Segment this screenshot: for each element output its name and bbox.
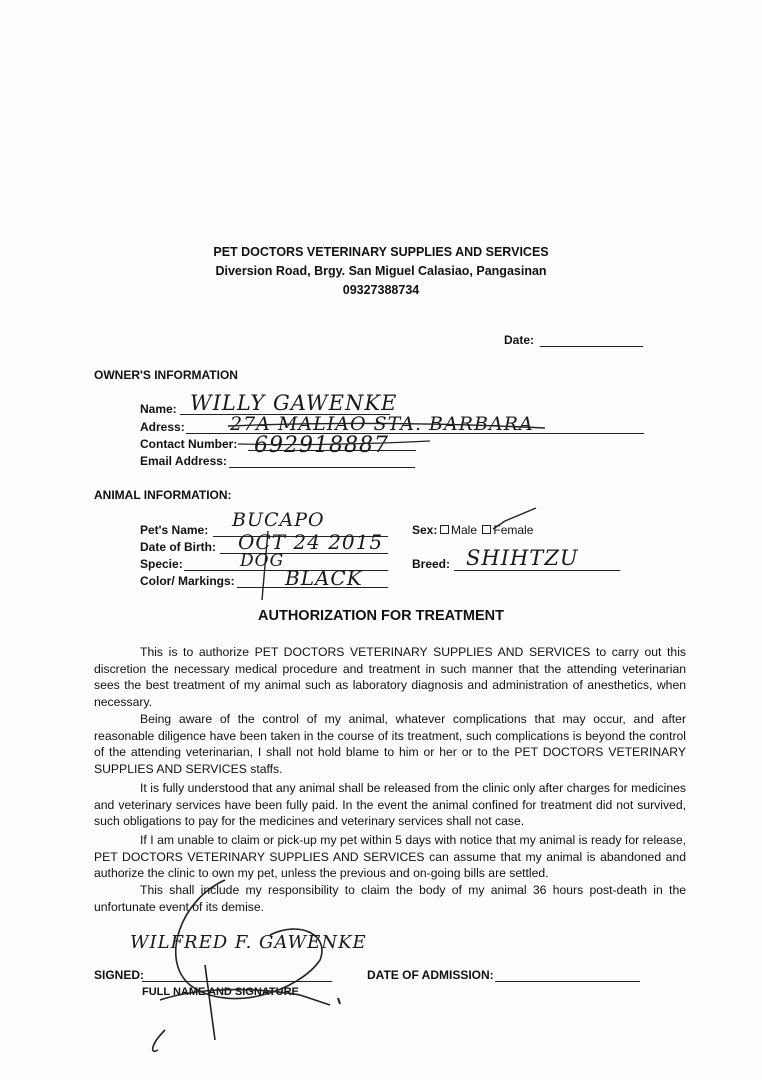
specie-label: Specie:	[140, 557, 183, 571]
owner-name-value: WILLY GAWENKE	[190, 391, 398, 415]
female-checkmark	[493, 508, 536, 529]
signature-dot	[338, 998, 340, 1004]
authorization-paragraph-5: This shall include my responsibility to claim the body of my animal 36 hours post-death in the unfortunate event of its demise.	[94, 883, 686, 914]
specie-value: DOG	[240, 551, 285, 571]
owner-address-label: Adress:	[140, 420, 185, 434]
address-strikethrough	[228, 423, 545, 428]
owner-heading: OWNER'S INFORMATION	[94, 368, 238, 382]
sex-female-label: Female	[493, 523, 534, 537]
signed-label: SIGNED:	[94, 968, 145, 982]
authorization-paragraph-4: If I am unable to claim or pick-up my pet within 5 days with notice that my animal is ready for release, PET DOCTORS VETERINARY SUPPLIES AND SERVICES can assume that my animal is abandoned and authorize the clinic to own my pet, unless the previous and on-going bills are settled.	[94, 833, 686, 881]
date-label: Date:	[504, 333, 535, 347]
authorization-paragraph-1: This is to authorize PET DOCTORS VETERINARY SUPPLIES AND SERVICES to carry out this discretion the necessary medical procedure and treatment in such manner that the attending veterinarian sees the best treatment of my animal such as laboratory diagnosis and administration of anesthetics, when necessary.	[94, 645, 686, 709]
sex-label: Sex:	[412, 523, 438, 537]
pet-name-label: Pet's Name:	[140, 523, 209, 537]
contact-number-label: Contact Number:	[140, 437, 238, 451]
breed-value: SHIHTZU	[466, 546, 579, 570]
owner-name-label: Name:	[140, 402, 177, 416]
contact-strikethrough	[238, 441, 430, 445]
sex-male-label: Male	[451, 523, 478, 537]
handwritten-full-name: WILFRED F. GAWENKE	[130, 932, 367, 953]
company-phone: 09327388734	[342, 283, 420, 297]
owner-address-value: 27A MALIAO STA. BARBARA	[230, 413, 534, 435]
date-admission-label: DATE OF ADMISSION:	[367, 968, 494, 982]
animal-heading: ANIMAL INFORMATION:	[94, 488, 232, 502]
email-label: Email Address:	[140, 454, 227, 468]
color-value: BLACK	[285, 566, 363, 590]
dob-value: OCT 24 2015	[238, 530, 384, 554]
signature-loop	[176, 880, 322, 999]
authorization-title: AUTHORIZATION FOR TREATMENT	[258, 608, 504, 624]
contact-number-value: 692918887	[254, 433, 389, 458]
color-label: Color/ Markings:	[140, 574, 235, 588]
company-name: PET DOCTORS VETERINARY SUPPLIES AND SERVICES	[213, 245, 549, 259]
pet-name-value: BUCAPO	[232, 509, 325, 531]
dob-label: Date of Birth:	[140, 540, 216, 554]
authorization-paragraph-2: Being aware of the control of my animal, whatever complications that may occur, and after reasonable diligence have been taken in the course of its treatment, such complications is beyond the control of the attending veterinarian, I shall not hold blame to him or her or to the PET DOCTORS VETERINARY SUPPLIES AND SERVICES staffs.	[94, 712, 686, 776]
full-name-signature-label: FULL NAME AND SIGNATURE	[142, 986, 299, 998]
pet-info-stroke	[262, 531, 268, 600]
breed-label: Breed:	[412, 557, 451, 571]
authorization-paragraph-3: It is fully understood that any animal shall be released from the clinic only after charges for medicines and veterinary services have been fully paid. In the event the animal confined for treatment did not survived, such obligations to pay for the medicines and veterinary services shall not case.	[94, 781, 686, 829]
company-address: Diversion Road, Brgy. San Miguel Calasiao, Pangasinan	[215, 264, 547, 278]
